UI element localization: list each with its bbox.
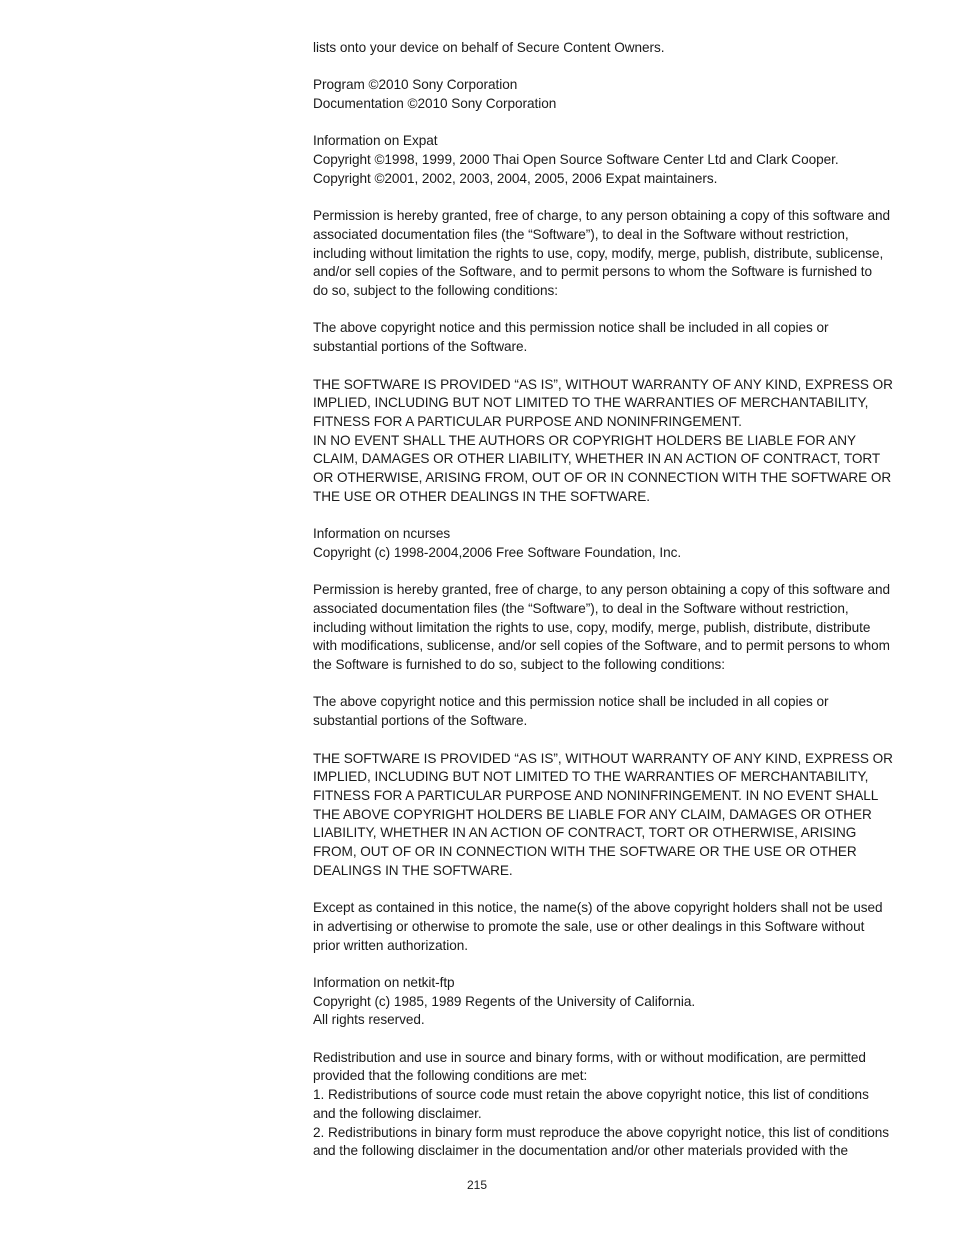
text-line: Copyright ©2001, 2002, 2003, 2004, 2005, 2006 Expat maintainers. [313,170,718,186]
text-line: in advertising or otherwise to promote the sale, use or other dealings in this Software without [313,918,865,934]
paragraph [313,1049,928,1161]
page-number [0,1177,954,1193]
text-line: Documentation ©2010 Sony Corporation [313,96,557,112]
text-line: lists onto your device on behalf of Secure Content Owners. [313,40,665,55]
text-line: Information on ncurses [313,526,451,542]
text-line: All rights reserved. [313,1012,425,1028]
text-line: The above copyright notice and this permission notice shall be included in all copies or [313,694,829,710]
paragraph [313,319,928,356]
text-line: FITNESS FOR A PARTICULAR PURPOSE AND NONINFRINGEMENT. IN NO EVENT SHALL [313,787,879,803]
text-line: the Software is furnished to do so, subject to the following conditions: [313,657,726,673]
text-line: THE SOFTWARE IS PROVIDED “AS IS”, WITHOUT WARRANTY OF ANY KIND, EXPRESS OR [313,376,893,392]
paragraph [313,693,928,730]
text-line: THE SOFTWARE IS PROVIDED “AS IS”, WITHOUT WARRANTY OF ANY KIND, EXPRESS OR [313,750,893,766]
text-line: THE ABOVE COPYRIGHT HOLDERS BE LIABLE FOR ANY CLAIM, DAMAGES OR OTHER [313,806,872,822]
document-body [313,39,928,1161]
paragraph [313,76,928,113]
text-line: substantial portions of the Software. [313,713,528,729]
text-line: and the following disclaimer in the documentation and/or other materials provided with the [313,1143,849,1159]
text-line: LIABILITY, WHETHER IN AN ACTION OF CONTRACT, TORT OR OTHERWISE, ARISING [313,825,857,841]
text-line: 2. Redistributions in binary form must reproduce the above copyright notice, this list of conditions [313,1124,890,1140]
paragraph [313,899,928,955]
text-line: IN NO EVENT SHALL THE AUTHORS OR COPYRIGHT HOLDERS BE LIABLE FOR ANY [313,432,857,448]
text-line: FROM, OUT OF OR IN CONNECTION WITH THE SOFTWARE OR THE USE OR OTHER [313,844,857,860]
text-line: Information on Expat [313,133,438,149]
text-line: Program ©2010 Sony Corporation [313,77,518,93]
text-line: Information on netkit-ftp [313,974,455,990]
text-line: Permission is hereby granted, free of charge, to any person obtaining a copy of this software and [313,582,890,598]
paragraph [313,974,928,1030]
text-line: The above copyright notice and this permission notice shall be included in all copies or [313,320,829,336]
text-line: Copyright (c) 1985, 1989 Regents of the University of California. [313,993,696,1009]
text-line: provided that the following conditions are met: [313,1068,588,1084]
text-line: associated documentation files (the “Software”), to deal in the Software without restriction, [313,226,849,242]
text-line: including without limitation the rights to use, copy, modify, merge, publish, distribute, sublicense, [313,245,884,261]
text-line: THE USE OR OTHER DEALINGS IN THE SOFTWARE. [313,488,651,504]
text-line: Except as contained in this notice, the name(s) of the above copyright holders shall not be used [313,900,883,916]
text-line: Permission is hereby granted, free of charge, to any person obtaining a copy of this software and [313,208,890,224]
text-line: substantial portions of the Software. [313,339,528,355]
text-line: including without limitation the rights to use, copy, modify, merge, publish, distribute, distribute [313,619,871,635]
text-line: with modifications, sublicense, and/or sell copies of the Software, and to permit persons to whom [313,638,890,654]
text-line: Redistribution and use in source and binary forms, with or without modification, are permitted [313,1049,866,1065]
text-line: prior written authorization. [313,937,469,953]
text-line: OR OTHERWISE, ARISING FROM, OUT OF OR IN CONNECTION WITH THE SOFTWARE OR [313,470,892,486]
text-line: Copyright (c) 1998-2004,2006 Free Software Foundation, Inc. [313,544,682,560]
paragraph [313,525,928,562]
paragraph [313,207,928,301]
text-line: DEALINGS IN THE SOFTWARE. [313,862,513,878]
text-line: Copyright ©1998, 1999, 2000 Thai Open Source Software Center Ltd and Clark Cooper. [313,152,839,168]
text-line: IMPLIED, INCLUDING BUT NOT LIMITED TO THE WARRANTIES OF MERCHANTABILITY, [313,769,869,785]
paragraph [313,39,928,58]
page-number-text: 215 [466,1178,488,1192]
text-line: FITNESS FOR A PARTICULAR PURPOSE AND NONINFRINGEMENT. [313,413,742,429]
paragraph [313,132,928,188]
paragraph [313,750,928,881]
paragraph [313,581,928,675]
text-line: CLAIM, DAMAGES OR OTHER LIABILITY, WHETHER IN AN ACTION OF CONTRACT, TORT [313,451,881,467]
text-line: 1. Redistributions of source code must retain the above copyright notice, this list of conditions [313,1087,869,1103]
text-line: associated documentation files (the “Software”), to deal in the Software without restriction, [313,600,849,616]
paragraph [313,376,928,507]
text-line: and the following disclaimer. [313,1105,482,1121]
text-line: IMPLIED, INCLUDING BUT NOT LIMITED TO THE WARRANTIES OF MERCHANTABILITY, [313,395,869,411]
text-line: do so, subject to the following conditions: [313,283,558,299]
text-line: and/or sell copies of the Software, and to permit persons to whom the Software is furnished to [313,264,872,280]
